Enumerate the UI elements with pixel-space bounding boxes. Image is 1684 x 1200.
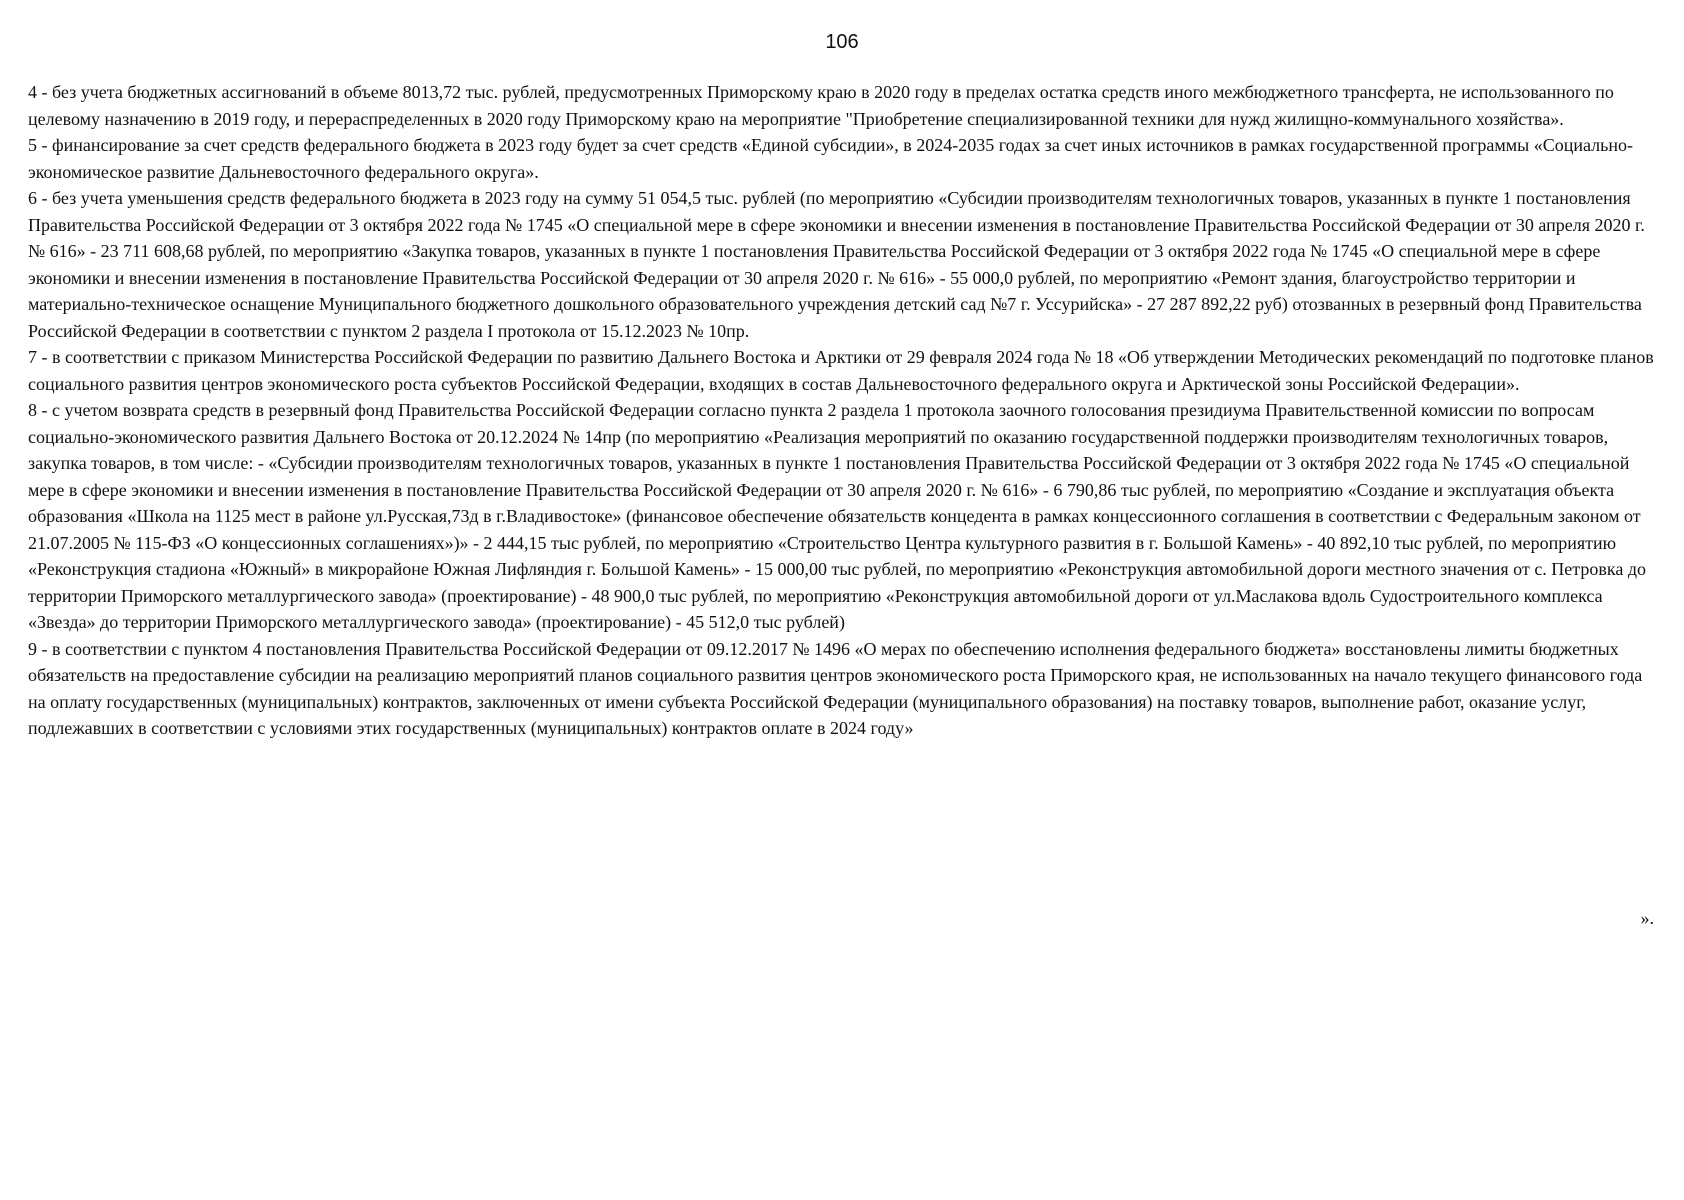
- page-number: 106: [825, 31, 859, 53]
- footnotes-list: [28, 79, 1660, 742]
- footnote-9: 9 - в соответствии с пунктом 4 постановления Правительства Российской Федерации от 09.12.2017 № 1496 «О мерах по обеспечению исполнения федерального бюджета» восстановлены лимиты бюджетных обязательств на предоставление субсидии на реализацию мероприятий планов социального развития центров экономического роста Приморского края, не использованных на начало текущего финансового года на оплату государственных (муниципальных) контрактов, заключенных от имени субъекта Российской Федерации (муниципального образования) на поставку товаров, выполнение работ, оказание услуг, подлежавших в соответствии с условиями этих государственных (муниципальных) контрактов оплате в 2024 году»: [28, 638, 1643, 738]
- footnote-4: 4 - без учета бюджетных ассигнований в объеме 8013,72 тыс. рублей, предусмотренных Приморскому краю в 2020 году в пределах остатка средств иного межбюджетного трансферта, не использованного по целевому назначению в 2019 году, и перераспределенных в 2020 году Приморскому краю на мероприятие "Приобретение специализированной техники для нужд жилищно-коммунального хозяйства».: [28, 82, 1614, 129]
- footnote-6: 6 - без учета уменьшения средств федерального бюджета в 2023 году на сумму 51 054,5 тыс. рублей (по мероприятию «Субсидии производителям технологичных товаров, указанных в пункте 1 постановления Правительства Российской Федерации от 3 октября 2022 года № 1745 «О специальной мере в сфере экономики и внесении изменения в постановление Правительства Российской Федерации от 30 апреля 2020 г. № 616» - 23 711 608,68 рублей, по мероприятию «Закупка товаров, указанных в пункте 1 постановления Правительства Российской Федерации от 3 октября 2022 года № 1745 «О специальной мере в сфере экономики и внесении изменения в постановление Правительства Российской Федерации от 30 апреля 2020 г. № 616» - 55 000,0 рублей, по мероприятию «Ремонт здания, благоустройство территории и материально-техническое оснащение Муниципального бюджетного дошкольного образовательного учреждения детский сад №7 г. Уссурийска» - 27 287 892,22 руб) отозванных в резервный фонд Правительства Российской Федерации в соответствии с пунктом 2 раздела I протокола от 15.12.2023 № 10пр.: [28, 188, 1645, 341]
- footnote-8: 8 - с учетом возврата средств в резервный фонд Правительства Российской Федерации согласно пункта 2 раздела 1 протокола заочного голосования президиума Правительственной комиссии по вопросам социально-экономического развития Дальнего Востока от 20.12.2024 № 14пр (по мероприятию «Реализация мероприятий по оказанию государственной поддержки производителям технологичных товаров, закупка товаров, в том числе: - «Субсидии производителям технологичных товаров, указанных в пункте 1 постановления Правительства Российской Федерации от 3 октября 2022 года № 1745 «О специальной мере в сфере экономики и внесении изменения в постановление Правительства Российской Федерации от 30 апреля 2020 г. № 616» - 6 790,86 тыс рублей, по мероприятию «Создание и эксплуатация объекта образования «Школа на 1125 мест в районе ул.Русская,73д в г.Владивостоке» (финансовое обеспечение обязательств концедента в рамках концессионного соглашения в соответствии с Федеральным законом от 21.07.2005 № 115-ФЗ «О концессионных соглашениях»)» - 2 444,15 тыс рублей, по мероприятию «Строительство Центра культурного развития в г. Большой Камень» - 40 892,10 тыс рублей, по мероприятию «Реконструкция стадиона «Южный» в микрорайоне Южная Лифляндия г. Большой Камень» - 15 000,00 тыс рублей, по мероприятию «Реконструкция автомобильной дороги местного значения от с. Петровка до территории Приморского металлургического завода» (проектирование) - 48 900,0 тыс рублей, по мероприятию «Реконструкция автомобильной дороги от ул.Маслакова вдоль Судостроительного комплекса «Звезда» до территории Приморского металлургического завода» (проектирование) - 45 512,0 тыс рублей): [28, 400, 1646, 632]
- footnote-5: 5 - финансирование за счет средств федерального бюджета в 2023 году будет за счет средств «Единой субсидии», в 2024-2035 годах за счет иных источников в рамках государственной программы «Социально-экономическое развитие Дальневосточного федерального округа».: [28, 135, 1633, 182]
- closing-quote-mark: ».: [1640, 908, 1654, 928]
- footnote-7: 7 - в соответствии с приказом Министерства Российской Федерации по развитию Дальнего Востока и Арктики от 29 февраля 2024 года № 18 «Об утверждении Методических рекомендаций по подготовке планов социального развития центров экономического роста субъектов Российской Федерации, входящих в состав Дальневосточного федерального округа и Арктической зоны Российской Федерации».: [28, 347, 1654, 394]
